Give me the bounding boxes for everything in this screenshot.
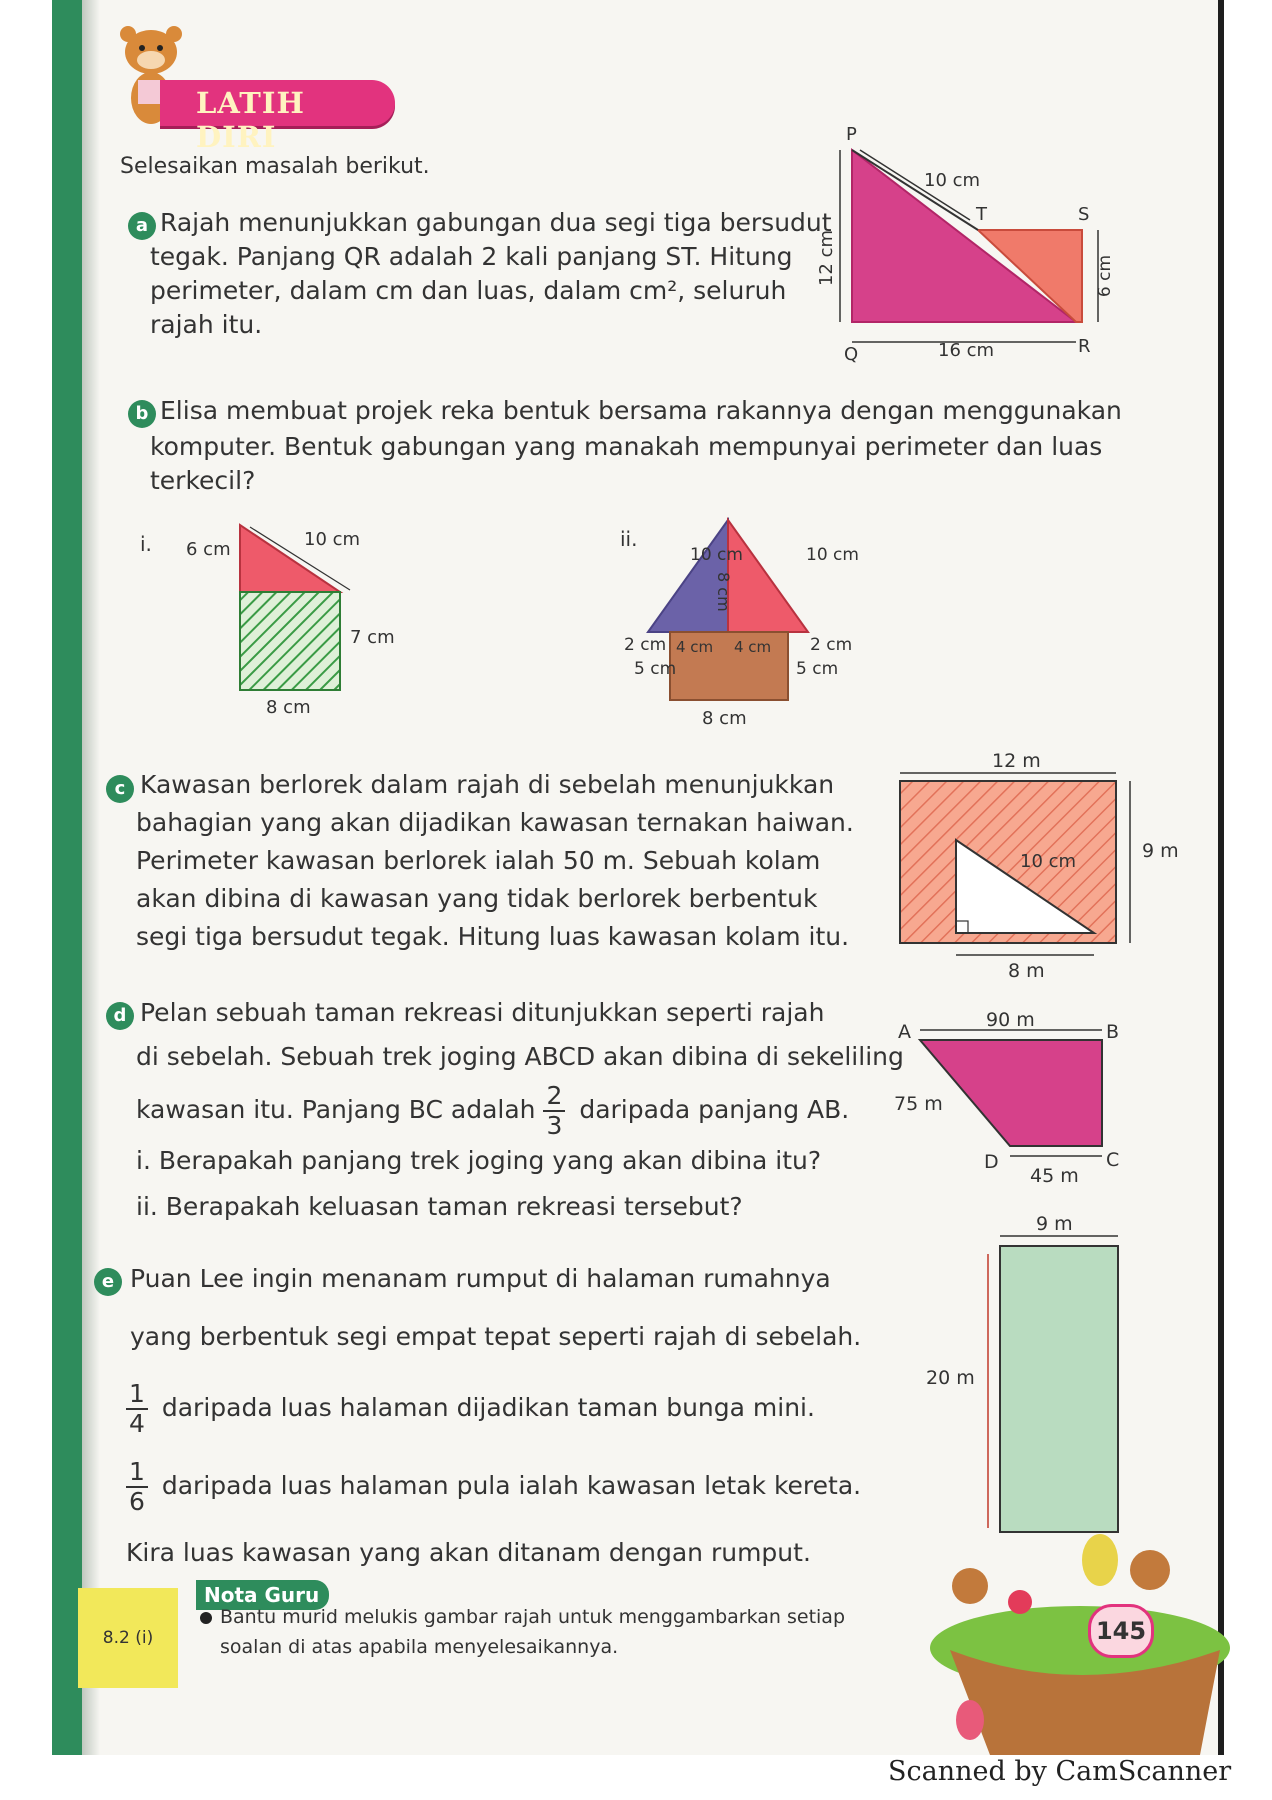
scanner-watermark: Scanned by CamScanner (888, 1756, 1232, 1787)
fig-d-ad: 75 m (894, 1093, 943, 1115)
fig-c-base: 8 m (1008, 960, 1045, 982)
question-b-badge: b (128, 400, 156, 428)
label-p: P (846, 124, 857, 145)
fig-ii-mid: 8 cm (714, 572, 733, 612)
qc-line-4: akan dibina di kawasan yang tidak berlorek berbentuk (136, 884, 818, 913)
page-edge (1218, 0, 1224, 1755)
qc-line-5: segi tiga bersudut tegak. Hitung luas kawasan kolam itu. (136, 922, 850, 951)
figure-e (920, 1210, 1120, 1540)
qd-question-2: ii. Berapakah keluasan taman rekreasi tersebut? (136, 1192, 743, 1221)
qc-line-3: Perimeter kawasan berlorek ialah 50 m. Sebuah kolam (136, 846, 821, 875)
jungle-illustration (930, 1530, 1220, 1755)
nota-line-1: Bantu murid melukis gambar rajah untuk menggambarkan setiap (220, 1606, 846, 1628)
page-number: 145 (1088, 1604, 1154, 1658)
label-t: T (976, 204, 987, 225)
qa-line-4: rajah itu. (150, 310, 263, 339)
spine-shadow (82, 0, 100, 1755)
qb-line-3: terkecil? (150, 466, 256, 495)
fig-e-height: 20 m (926, 1367, 975, 1389)
nota-line-2: soalan di atas apabila menyelesaikannya. (220, 1636, 619, 1658)
fig-ii-half-b: 4 cm (734, 638, 772, 656)
fig-i-hyp: 10 cm (304, 529, 361, 550)
question-c-badge: c (106, 775, 134, 803)
question-a-badge: a (128, 212, 156, 240)
fraction-one-quarter: $\frac{1}{4}$ (126, 1380, 148, 1438)
figure-d (880, 1000, 1180, 1200)
qd-question-1: i. Berapakah panjang trek joging yang akan dibina itu? (136, 1146, 822, 1175)
qb-line-2: komputer. Bentuk gabungan yang manakah mempunyai perimeter dan luas (150, 432, 1103, 461)
qa-line-3: perimeter, dalam cm dan luas, dalam cm², seluruh (150, 276, 787, 305)
label-s: S (1078, 204, 1090, 225)
vertex-c: C (1106, 1149, 1120, 1171)
park-trapezium (920, 1040, 1102, 1146)
qd-line-3 (136, 1082, 849, 1140)
instruction-text: Selesaikan masalah berikut. (120, 154, 430, 179)
fraction-one-sixth: $\frac{1}{6}$ (126, 1458, 148, 1516)
fraction-two-thirds: $\frac{2}{3}$ (543, 1082, 565, 1140)
vertex-a: A (898, 1021, 911, 1043)
qb-line-1: Elisa membuat projek reka bentuk bersama rakannya dengan menggunakan (160, 396, 1122, 425)
qe-line-4-text: daripada luas halaman pula ialah kawasan letak kereta. (161, 1471, 862, 1500)
fig-ii-right-h: 5 cm (796, 659, 839, 679)
fig-c-right: 9 m (1142, 840, 1179, 862)
qe-line-2: yang berbentuk segi empat tepat seperti rajah di sebelah. (130, 1322, 862, 1351)
length-sr: 6 cm (1095, 254, 1115, 298)
qc-line-1: Kawasan berlorek dalam rajah di sebelah menunjukkan (140, 770, 835, 799)
garden-rectangle (1000, 1246, 1118, 1532)
qe-line-3 (126, 1380, 815, 1438)
figure-b-ii (610, 510, 930, 730)
fig-ii-left-h: 5 cm (634, 659, 677, 679)
banner-title: LATIH DIRI (196, 86, 305, 154)
fig-ii-half-a: 4 cm (676, 638, 714, 656)
fig-ii-base: 8 cm (702, 708, 747, 729)
fig-ii-right-triangle (728, 520, 808, 632)
qe-line-4 (126, 1458, 861, 1516)
qa-line-1: Rajah menunjukkan gabungan dua segi tiga bersudut (160, 208, 832, 237)
length-qr: 16 cm (938, 340, 995, 361)
curriculum-code: 8.2 (i) (78, 1588, 178, 1688)
fig-i-rectangle (240, 592, 340, 690)
fig-ii-roman: ii. (620, 527, 638, 551)
figure-a-triangles (816, 120, 1120, 370)
fig-i-side: 6 cm (186, 539, 231, 560)
qa-line-2: tegak. Panjang QR adalah 2 kali panjang ST. Hitung (150, 242, 793, 271)
qe-line-1: Puan Lee ingin menanam rumput di halaman rumahnya (130, 1264, 831, 1293)
question-e-badge: e (94, 1268, 122, 1296)
figure-c (880, 745, 1180, 985)
qd-line-2: di sebelah. Sebuah trek joging ABCD akan dibina di sekeliling (136, 1042, 904, 1071)
fig-i-height: 7 cm (350, 627, 395, 648)
length-pq: 12 cm (816, 229, 837, 287)
figure-b-i (140, 515, 460, 718)
qd-line-3-pre: kawasan itu. Panjang BC adalah (136, 1095, 536, 1124)
label-q: Q (844, 344, 859, 365)
fig-ii-left: 10 cm (690, 545, 743, 565)
bullet-icon (200, 1612, 212, 1624)
nota-guru-title: Nota Guru (196, 1580, 329, 1610)
fig-ii-right-gap: 2 cm (810, 635, 853, 655)
vertex-b: B (1106, 1021, 1120, 1043)
question-d-badge: d (106, 1002, 134, 1030)
fig-ii-left-gap: 2 cm (624, 635, 667, 655)
fig-e-width: 9 m (1036, 1213, 1073, 1235)
fig-i-roman: i. (140, 532, 152, 556)
book-spine (52, 0, 82, 1755)
fig-d-dc: 45 m (1030, 1165, 1079, 1187)
length-pt: 10 cm (924, 170, 981, 191)
latih-diri-banner (160, 80, 395, 154)
qe-line-3-text: daripada luas halaman dijadikan taman bunga mini. (161, 1393, 815, 1422)
fig-c-hyp: 10 cm (1020, 851, 1077, 872)
fig-c-top: 12 m (992, 750, 1041, 772)
qc-line-2: bahagian yang akan dijadikan kawasan ternakan haiwan. (136, 808, 854, 837)
vertex-d: D (984, 1151, 999, 1173)
fig-d-ab: 90 m (986, 1009, 1035, 1031)
qd-line-3-post: daripada panjang AB. (579, 1095, 850, 1124)
fig-ii-right: 10 cm (806, 545, 859, 565)
qd-line-1: Pelan sebuah taman rekreasi ditunjukkan seperti rajah (140, 998, 825, 1027)
label-r: R (1078, 336, 1091, 357)
fig-i-width: 8 cm (266, 697, 311, 718)
qe-line-5: Kira luas kawasan yang akan ditanam dengan rumput. (126, 1538, 811, 1567)
